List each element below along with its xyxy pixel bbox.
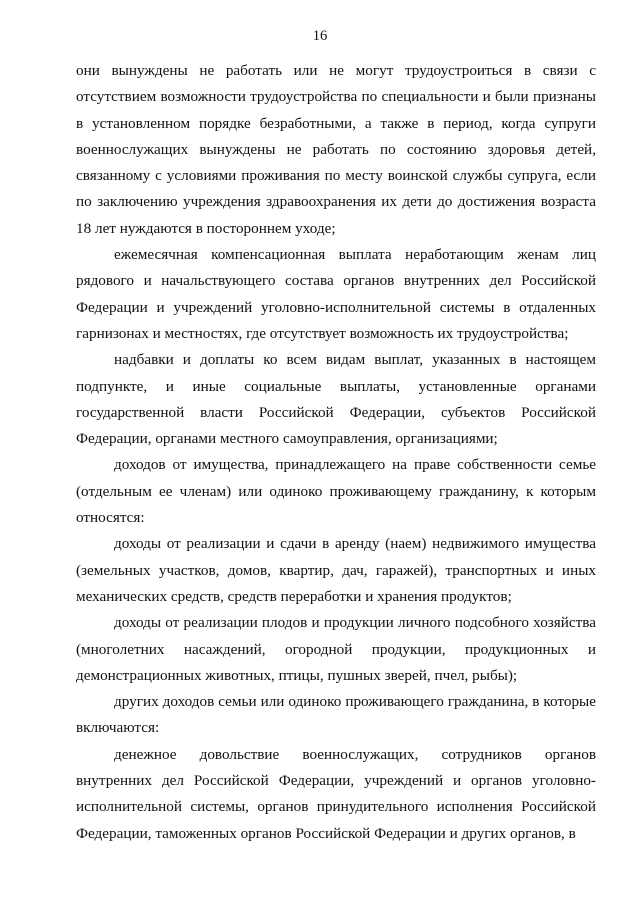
paragraph-rental-income: доходы от реализации и сдачи в аренду (наем) недвижимого имущества (земельных участков, домов, квартир, дач, гаражей), транспортных и иных механических средств, средств переработки и хранения продуктов; [76,535,596,605]
paragraph-continuation: они вынуждены не работать или не могут трудоустроиться в связи с отсутствием возможности трудоустройства по специальности и были признаны в установленном порядке безработными, а также в период, когда супруги военнослужащих вынуждены не работать по состоянию здоровья детей, связанному с условиями проживания по месту воинской службы супруга, если по заключению учреждения здравоохранения их дети до достижения возраста 18 лет нуждаются в постороннем уходе; [76,62,596,237]
paragraph-other-income: других доходов семьи или одиноко проживающего гражданина, в которые включаются: [76,693,596,737]
paragraph-military-allowance: денежное довольствие военнослужащих, сотрудников органов внутренних дел Российской Федерации, учреждений и органов уголовно-исполнительной системы, органов принудительного исполнения Российской Федерации, таможенных органов Российской Федерации и других органов, в [76,745,596,842]
document-body [76,58,596,847]
paragraph-property-income: доходов от имущества, принадлежащего на праве собственности семье (отдельным ее членам) или одиноко проживающему гражданину, к которым относятся: [76,456,596,527]
paragraph-household-income: доходы от реализации плодов и продукции личного подсобного хозяйства (многолетних насаждений, огородной продукции, продукционных и демонстрационных животных, птицы, пушных зверей, пчел, рыбы); [76,614,596,684]
paragraph-allowances: надбавки и доплаты ко всем видам выплат, указанных в настоящем подпункте, и иные социальные выплаты, установленные органами государственной власти Российской Федерации, субъектов Российской Федерации, органами местного самоуправления, организациями; [76,351,596,448]
paragraph-compensation-payment: ежемесячная компенсационная выплата неработающим женам лиц рядового и начальствующего состава органов внутренних дел Российской Федерации и учреждений уголовно-исполнительной системы в отдаленных гарнизонах и местностях, где отсутствует возможность их трудоустройства; [76,246,596,342]
page-number: 16 [312,28,328,44]
